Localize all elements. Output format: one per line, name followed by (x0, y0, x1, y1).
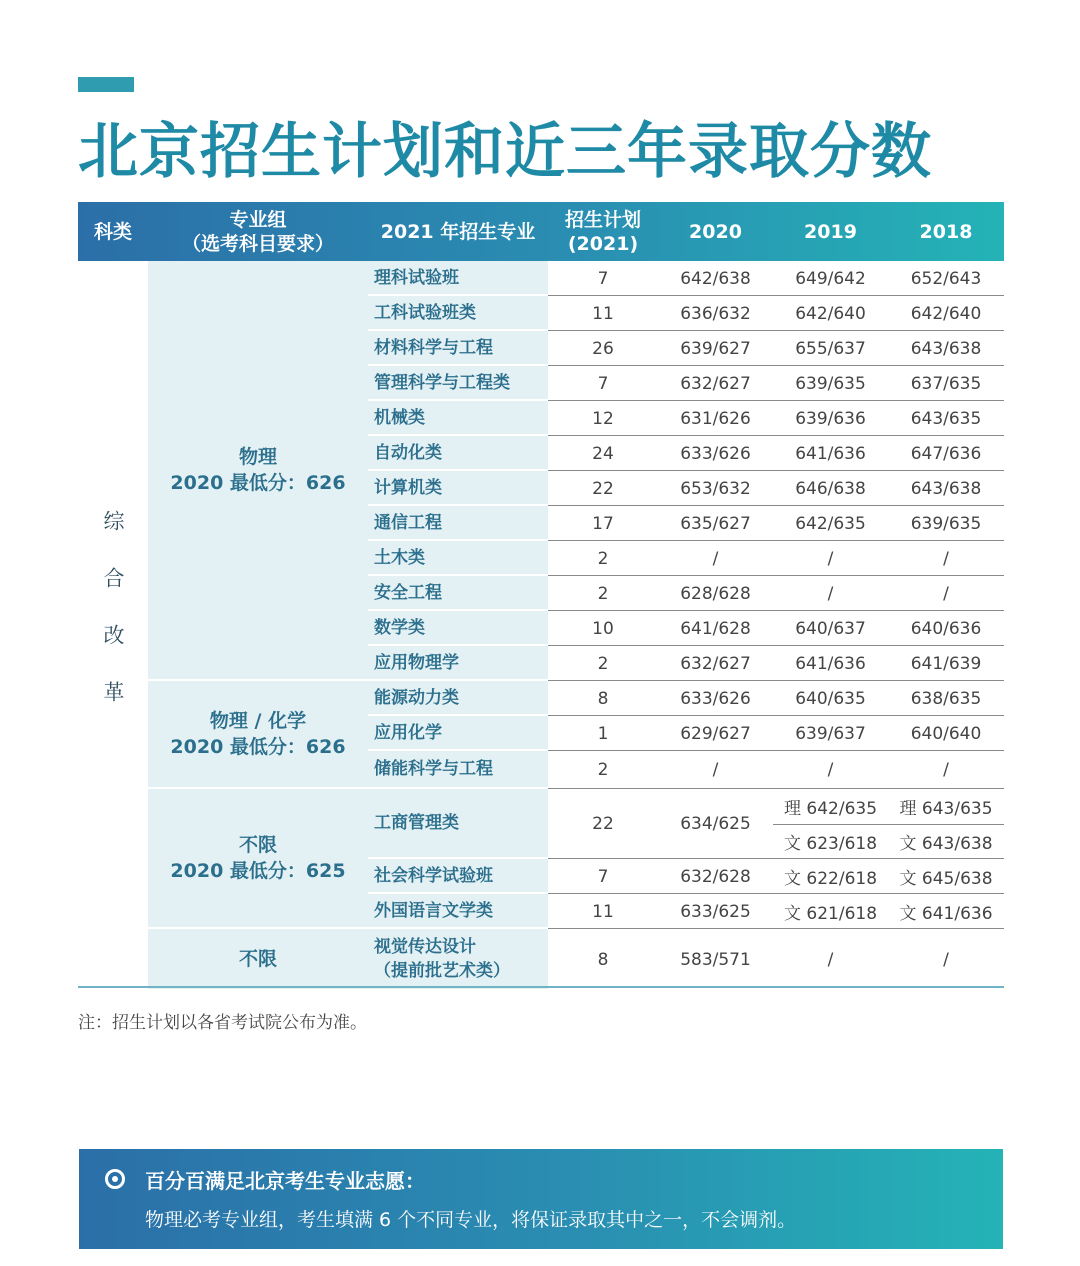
score-2019-science-cell: 理 642/635 (783, 799, 878, 819)
group-min-score: 2020 最低分：626 (170, 736, 346, 758)
score-2018-cell: 文 645/638 (899, 869, 993, 889)
plan-cell: 24 (592, 443, 614, 464)
plan-cell: 7 (597, 373, 609, 394)
major-cell (368, 576, 548, 611)
score-2018-cell: 640/640 (910, 723, 982, 744)
major-name: 机械类 (374, 407, 425, 428)
score-2019-cell: 639/635 (795, 373, 866, 394)
plan-cell: 1 (597, 723, 609, 744)
score-2019-cell: / (827, 583, 834, 604)
plan-cell: 2 (597, 760, 609, 780)
score-2020-cell: / (712, 760, 719, 780)
score-2018-cell: 643/638 (910, 338, 982, 359)
score-2018-cell: 文 641/636 (899, 904, 993, 924)
header-category-label: 科类 (93, 220, 132, 243)
score-2019-cell: 639/637 (795, 723, 866, 744)
score-2020-cell: 583/571 (680, 950, 751, 970)
group-min-score: 2020 最低分：626 (170, 472, 346, 494)
header-major (368, 202, 548, 261)
table-row (548, 894, 1004, 929)
score-2020-cell: 633/626 (680, 443, 751, 464)
score-2019-cell: 文 622/618 (783, 869, 878, 889)
banner-text: 物理必考专业组，考生填满 6 个不同专业，将保证录取其中之一，不会调剂。 (145, 1209, 797, 1231)
score-2020-cell: 633/625 (680, 901, 751, 922)
table-row (548, 331, 1004, 366)
major-name: 理科试验班 (374, 267, 459, 288)
category-column (78, 261, 148, 987)
score-2018-science-cell: 理 643/635 (899, 799, 993, 819)
major-cell (368, 894, 548, 929)
score-2020-cell: 642/638 (680, 268, 751, 289)
plan-cell: 2 (597, 653, 609, 674)
major-name: 计算机类 (374, 477, 442, 498)
table-row (548, 506, 1004, 541)
score-2019-cell: 641/636 (795, 443, 866, 464)
table-row (548, 541, 1004, 576)
score-2019-cell: 642/640 (795, 303, 866, 324)
score-2020-cell: 629/627 (680, 723, 751, 744)
plan-cell: 8 (597, 688, 609, 709)
header-2020-label: 2020 (689, 220, 742, 243)
score-2018-arts-cell: 文 643/638 (899, 834, 993, 854)
score-2019-cell: 646/638 (795, 478, 866, 499)
plan-cell: 7 (597, 268, 609, 289)
major-name: 储能科学与工程 (374, 759, 493, 779)
score-2018-cell: 640/636 (910, 618, 982, 639)
footnote: 注：招生计划以各省考试院公布为准。 (78, 1013, 367, 1033)
major-name: 能源动力类 (374, 687, 459, 708)
major-cell (368, 366, 548, 401)
plan-cell: 11 (592, 303, 614, 324)
plan-cell: 2 (597, 583, 609, 604)
major-cell (368, 789, 548, 859)
score-2019-cell: 655/637 (795, 338, 866, 359)
table-row (548, 789, 1004, 859)
score-2020-cell: 641/628 (680, 618, 751, 639)
major-name: 应用物理学 (374, 652, 459, 673)
table-row (548, 366, 1004, 401)
table-row (548, 261, 1004, 296)
score-2018-cell: 641/639 (910, 653, 982, 674)
table-row (548, 751, 1004, 789)
target-icon (105, 1169, 125, 1189)
plan-cell: 17 (592, 513, 614, 534)
score-2020-cell: 634/625 (680, 814, 751, 834)
major-cell (368, 541, 548, 576)
score-2020-cell: / (712, 548, 719, 569)
group-label-4 (148, 929, 368, 989)
plan-cell: 22 (592, 478, 614, 499)
split-divider (773, 824, 1004, 825)
header-plan-line1: 招生计划 (564, 208, 641, 231)
major-name: 通信工程 (374, 512, 442, 533)
admission-score-table (78, 202, 1004, 987)
header-plan-line2: (2021) (567, 232, 639, 255)
major-cell (368, 646, 548, 681)
score-2018-cell: / (943, 760, 949, 780)
header-plan (548, 202, 658, 261)
score-2018-cell: / (943, 950, 949, 970)
major-cell (368, 929, 548, 991)
group-name: 物理 / 化学 (209, 710, 307, 732)
plan-cell: 10 (592, 618, 614, 639)
group-name: 不限 (238, 834, 277, 856)
table-bottom-line (78, 986, 1004, 988)
score-2019-cell: / (827, 760, 834, 780)
major-cell (368, 859, 548, 894)
major-cell (368, 751, 548, 789)
table-row (548, 646, 1004, 681)
score-2018-cell: 638/635 (910, 688, 982, 709)
score-2018-cell: 643/638 (910, 478, 982, 499)
score-2019-cell: 文 621/618 (783, 904, 878, 924)
score-2019-cell: 640/635 (795, 688, 866, 709)
score-2020-cell: 632/627 (680, 653, 751, 674)
table-row (548, 296, 1004, 331)
major-cell (368, 296, 548, 331)
banner-title: 百分百满足北京考生专业志愿： (145, 1169, 425, 1193)
major-name: 应用化学 (374, 722, 442, 743)
table-row (548, 859, 1004, 894)
score-2020-cell: 631/626 (680, 408, 751, 429)
score-2019-cell: 639/636 (795, 408, 866, 429)
header-group-line1: 专业组 (229, 208, 287, 231)
major-name: 土木类 (374, 547, 425, 568)
score-2020-cell: 632/627 (680, 373, 751, 394)
plan-cell: 2 (597, 548, 609, 569)
major-cell (368, 716, 548, 751)
plan-cell: 11 (592, 901, 614, 922)
score-2019-cell: / (827, 548, 834, 569)
score-2020-cell: 633/626 (680, 688, 751, 709)
major-name: 社会科学试验班 (374, 865, 493, 886)
major-name: 外国语言文学类 (374, 900, 493, 921)
table-header (78, 202, 1004, 261)
score-2019-cell: 642/635 (795, 513, 866, 534)
table-row (548, 576, 1004, 611)
score-2020-cell: 632/628 (680, 866, 751, 887)
score-2018-cell: 652/643 (910, 268, 982, 289)
score-2018-cell: 639/635 (910, 513, 982, 534)
major-cell (368, 506, 548, 541)
header-major-label: 2021 年招生专业 (380, 220, 536, 243)
header-category (78, 202, 148, 261)
table-row (548, 611, 1004, 646)
score-2019-cell: / (827, 950, 834, 970)
major-cell (368, 471, 548, 506)
major-name: 安全工程 (374, 582, 442, 603)
table-row (548, 716, 1004, 751)
group-label-1 (148, 261, 368, 679)
group-name: 物理 (238, 446, 277, 468)
score-2018-cell: / (943, 583, 949, 604)
group-label-3 (148, 789, 368, 927)
score-2020-cell: 639/627 (680, 338, 751, 359)
group-label-2 (148, 681, 368, 787)
score-2018-cell: 637/635 (910, 373, 982, 394)
table-row (548, 681, 1004, 716)
score-2020-cell: 628/628 (680, 583, 751, 604)
plan-cell: 8 (597, 950, 609, 970)
group-name: 不限 (238, 948, 277, 970)
header-2018 (888, 202, 1004, 261)
score-2019-arts-cell: 文 623/618 (783, 834, 878, 854)
major-cell (368, 261, 548, 296)
header-group-line2: （选考科目要求） (181, 232, 334, 255)
plan-cell: 22 (592, 814, 614, 834)
score-2019-cell: 641/636 (795, 653, 866, 674)
header-group (148, 202, 368, 261)
header-2019-label: 2019 (804, 220, 857, 243)
plan-cell: 7 (597, 866, 609, 887)
info-banner (79, 1149, 1003, 1249)
major-cell (368, 331, 548, 366)
score-2018-cell: 642/640 (910, 303, 982, 324)
score-2019-cell: 649/642 (795, 268, 866, 289)
page-title: 北京招生计划和近三年录取分数 (78, 117, 932, 187)
title-accent-bar (78, 77, 134, 92)
major-name: 视觉传达设计 (374, 937, 476, 957)
major-cell (368, 401, 548, 436)
header-2019 (773, 202, 888, 261)
major-cell (368, 681, 548, 716)
plan-cell: 12 (592, 408, 614, 429)
major-name: 自动化类 (374, 442, 442, 463)
header-2020 (658, 202, 773, 261)
major-note: （提前批艺术类） (374, 961, 510, 981)
score-2019-cell: 640/637 (795, 618, 866, 639)
major-name: 数学类 (374, 617, 425, 638)
table-row (548, 471, 1004, 506)
plan-cell: 26 (592, 338, 614, 359)
major-name: 管理科学与工程类 (374, 372, 510, 393)
major-name: 工商管理类 (374, 813, 459, 833)
major-name: 材料科学与工程 (374, 337, 493, 358)
score-2020-cell: 636/632 (680, 303, 751, 324)
table-row (548, 929, 1004, 991)
header-2018-label: 2018 (919, 220, 973, 243)
score-2018-cell: 643/635 (910, 408, 982, 429)
score-2018-cell: / (943, 548, 949, 569)
group-min-score: 2020 最低分：625 (170, 860, 346, 882)
major-cell (368, 611, 548, 646)
score-2018-cell: 647/636 (910, 443, 982, 464)
table-row (548, 436, 1004, 471)
table-row (548, 401, 1004, 436)
score-2020-cell: 653/632 (680, 478, 751, 499)
score-2020-cell: 635/627 (680, 513, 751, 534)
major-name: 工科试验班类 (374, 302, 476, 323)
major-cell (368, 436, 548, 471)
category-label: 综合改革 (101, 510, 125, 738)
